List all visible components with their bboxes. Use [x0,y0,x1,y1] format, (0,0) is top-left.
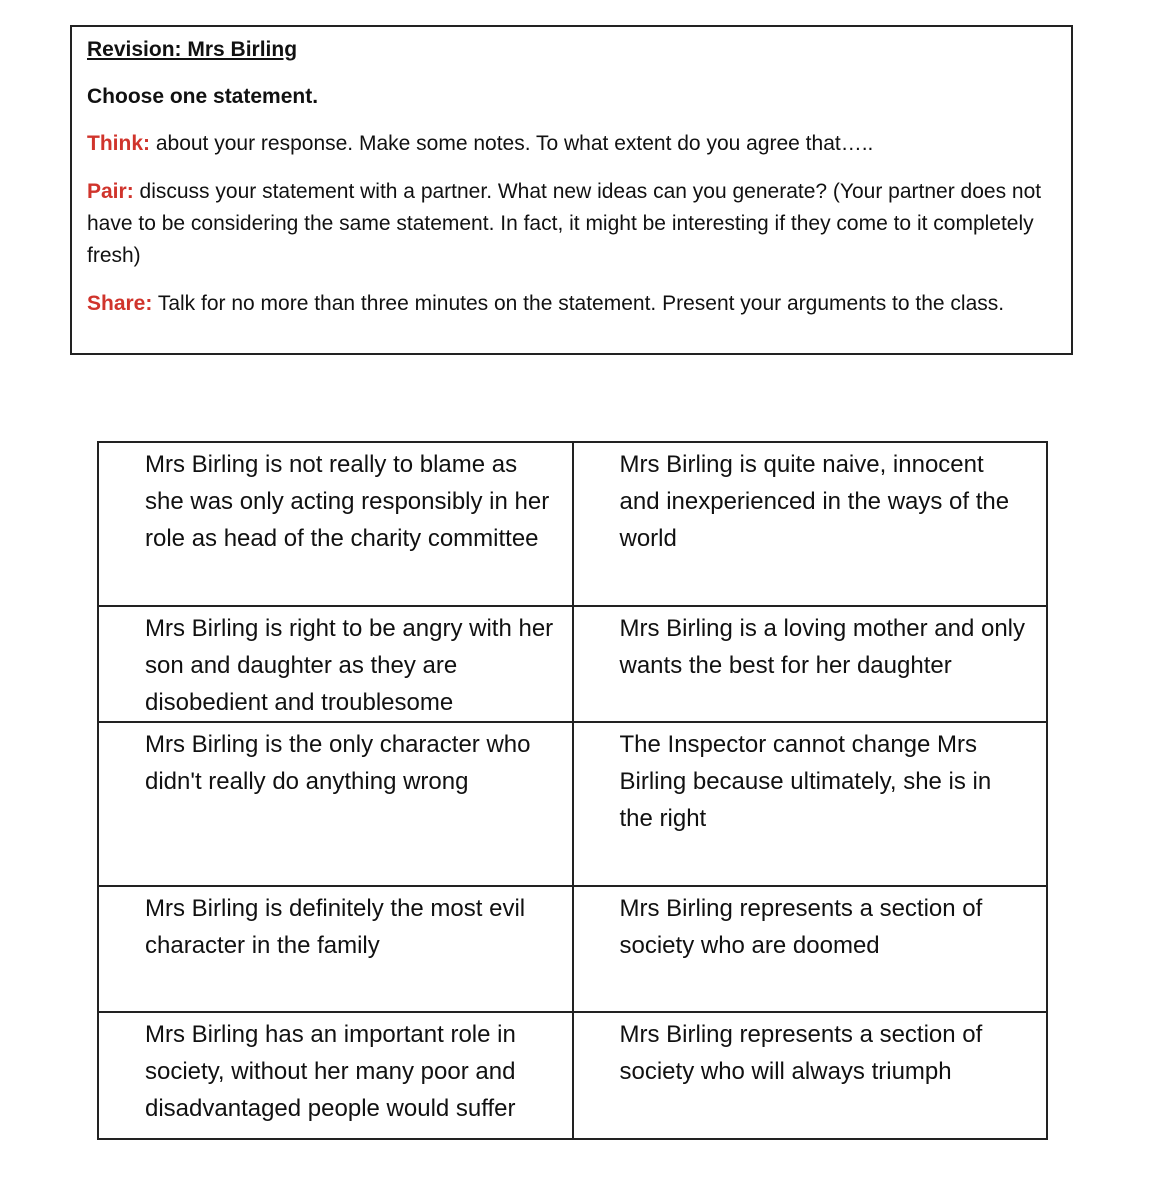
step-think-label: Think: [87,132,150,155]
instruction-subtitle: Choose one statement. [87,85,319,108]
statement-cell: Mrs Birling is the only character who didn't really do anything wrong [98,722,573,886]
statement-cell: Mrs Birling is right to be angry with her son and daughter as they are disobedient and troublesome [98,606,573,722]
statement-cell: Mrs Birling is not really to blame as she was only acting responsibly in her role as head of the charity committee [98,442,573,606]
instructions-box [70,25,1073,355]
step-pair [87,176,1057,272]
step-share [87,288,1057,320]
step-share-label: Share: [87,292,153,315]
statement-cell: Mrs Birling is a loving mother and only wants the best for her daughter [573,606,1048,722]
table-row [98,722,1047,886]
statement-cell: Mrs Birling represents a section of society who will always triumph [573,1012,1048,1139]
table-row [98,606,1047,722]
step-think-text: about your response. Make some notes. To what extent do you agree that….. [155,132,874,155]
page-title: Revision: Mrs Birling [87,38,298,61]
step-pair-label: Pair: [87,180,134,203]
statement-cell: Mrs Birling represents a section of society who are doomed [573,886,1048,1012]
statements-table [97,441,1048,1140]
table-row [98,442,1047,606]
statement-cell: Mrs Birling is quite naive, innocent and inexperienced in the ways of the world [573,442,1048,606]
table-row [98,1012,1047,1139]
statement-cell: Mrs Birling has an important role in society, without her many poor and disadvantaged people would suffer [98,1012,573,1139]
step-think [87,128,1057,160]
statement-cell: The Inspector cannot change Mrs Birling because ultimately, she is in the right [573,722,1048,886]
step-share-text: Talk for no more than three minutes on the statement. Present your arguments to the class. [157,292,1005,315]
statement-cell: Mrs Birling is definitely the most evil character in the family [98,886,573,1012]
table-row [98,886,1047,1012]
step-pair-text: discuss your statement with a partner. What new ideas can you generate? (Your partner does not have to be considering the same statement. In fact, it might be interesting if they come to it completely fresh) [87,180,1042,267]
